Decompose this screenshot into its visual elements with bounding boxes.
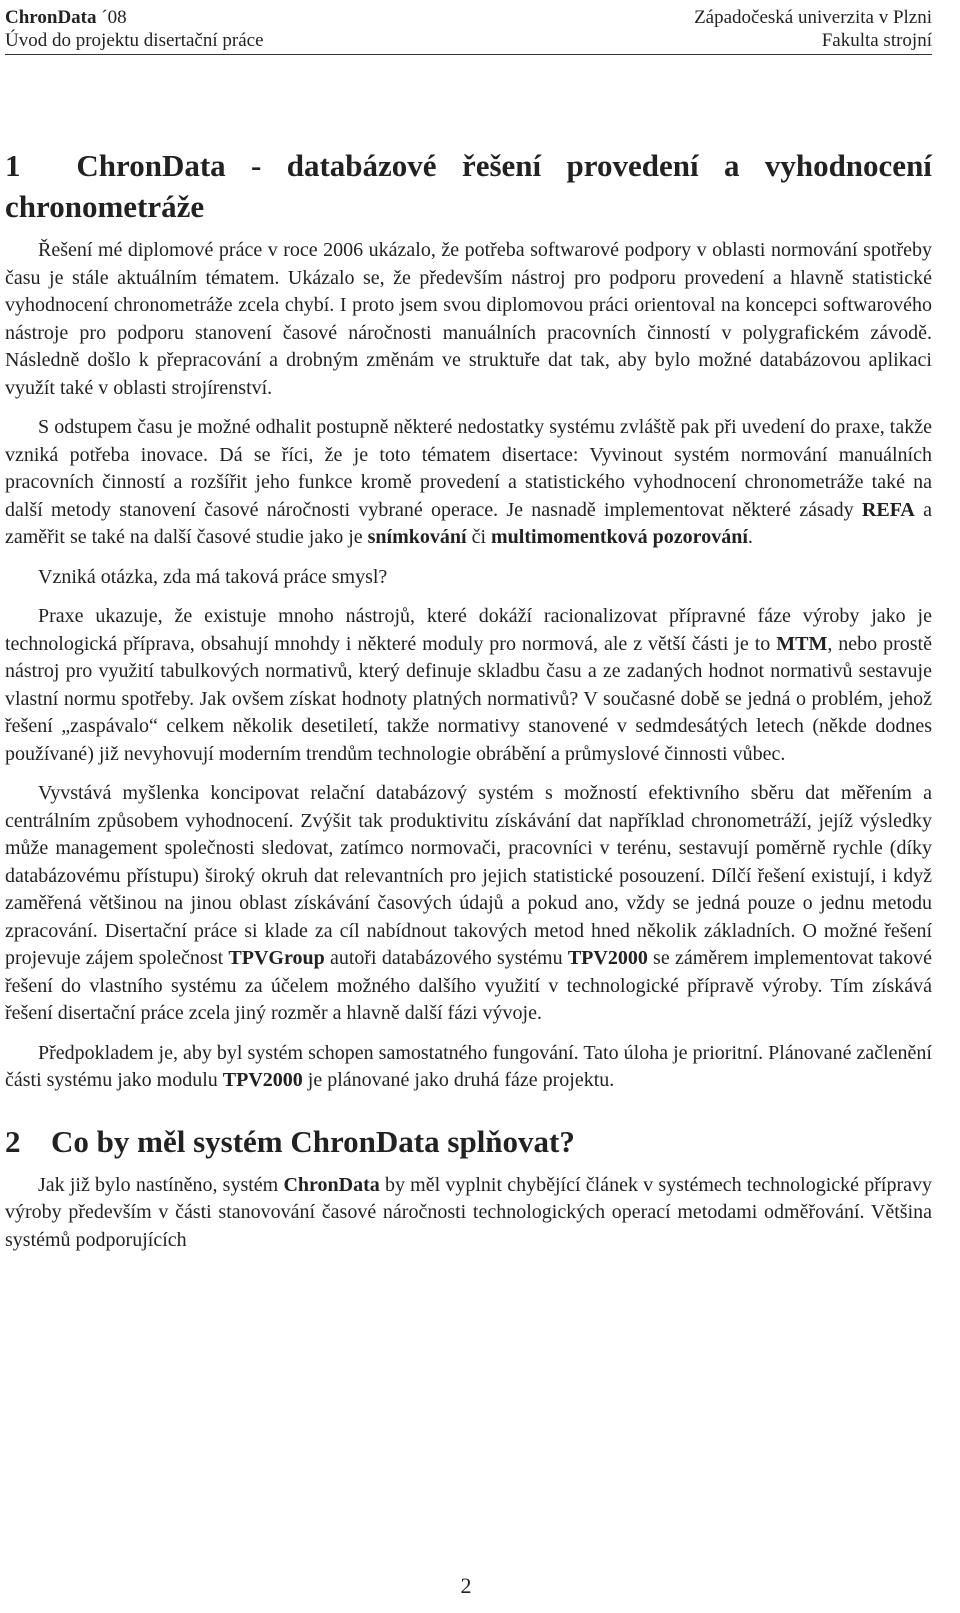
term-mtm: MTM bbox=[776, 632, 828, 655]
header-right bbox=[694, 6, 932, 52]
section-1-heading-line2: chronometráže bbox=[5, 189, 205, 224]
paragraph-3: Vzniká otázka, zda má taková práce smysl? bbox=[38, 565, 388, 588]
header-left bbox=[5, 6, 264, 52]
text: . bbox=[747, 526, 753, 548]
text: se záměrem implementovat takové řešení do vlastního systému za účelem možného dalšího využití v technologické přípravě výroby. Tím získává řešení disertační práce zcela jiný rozměr a hlavně další fázi vývoje. bbox=[5, 947, 932, 1024]
term-tpv2000: TPV2000 bbox=[567, 947, 648, 969]
paragraph-4 bbox=[5, 603, 932, 768]
section-1-heading bbox=[5, 145, 932, 186]
section-1-number: 1 bbox=[5, 148, 21, 183]
header-university: Západočeská univerzita v Plzni bbox=[694, 7, 932, 28]
term-multimomentkova: multimomentková pozorování bbox=[491, 526, 748, 548]
header-divider bbox=[5, 54, 932, 55]
section-2-number: 2 bbox=[5, 1123, 21, 1159]
heading-word: ChronData bbox=[76, 148, 226, 183]
term-tpvgroup: TPVGroup bbox=[228, 947, 325, 969]
section-2-title: Co by měl systém ChronData splňovat? bbox=[51, 1123, 575, 1159]
heading-word: - bbox=[251, 148, 262, 183]
heading-word: a bbox=[723, 148, 740, 183]
text: Praxe ukazuje, že existuje mnoho nástrojů, které dokáží racionalizovat přípravné fáze výroby jako je technologická příprava, obsahují mnohdy i některé moduly pro normová, ale z větší části je to bbox=[5, 605, 932, 655]
text: Vyvstává myšlenka koncipovat relační databázový systém s možností efektivního sběru dat měřením a centrálním způsobem vyhodnocení. Zvýšit tak produktivitu získávání dat například chronometráží, jejíž výsledky může management společnosti sledovat, zatímco normovači, pracovníci v terénu, sestavují poměrně rychle (díky databázovému přístupu) široký okruh dat relevantních pro jejich statistické posouzení. Dílčí řešení existují, i když zaměřená většinou na jinou oblast získávání časových údajů a pokud ano, vždy se jedná pouze o jednu metodu zpracování. Disertační práce si klade za cíl nabídnout takových metod hned několik základních. O možné řešení projevuje zájem společnost bbox=[5, 782, 932, 969]
term-tpv2000: TPV2000 bbox=[222, 1069, 303, 1091]
section-2-heading bbox=[5, 1121, 932, 1162]
heading-word: databázové bbox=[286, 148, 437, 183]
text: Jak již bylo nastíněno, systém bbox=[38, 1173, 284, 1196]
text: Předpokladem je, aby byl systém schopen samostatného fungování. Tato úloha je prioritní. Plánované začlenění části systému jako modulu bbox=[5, 1041, 932, 1091]
text: by měl vyplnit chybějící článek v systémech technologické přípravy výroby především v části stanovování časové náročnosti technologických operací metodami odměřování. Většina systémů podporujících bbox=[5, 1173, 933, 1251]
page-number: 2 bbox=[460, 1573, 472, 1598]
header-faculty: Fakulta strojní bbox=[821, 30, 932, 51]
paragraph-2 bbox=[5, 414, 932, 552]
term-chrondata: ChronData bbox=[283, 1173, 380, 1196]
text: , nebo prostě nástroj pro využití tabulkových normativů, který definuje skladbu času a ze zadaných hodnot normativů sestavuje vlastní normu spotřeby. Jak ovšem získat hodnoty platných normativů? V současné době se jedná o problém, jehož řešení „zaspávalo“ celkem několik desetiletí, takže normativy stanovené v sedmdesátých letech (někde dodnes používané) již nevyhovují moderním trendům technologie obrábění a průmyslové činnosti vůbec. bbox=[5, 632, 932, 765]
paragraph-7 bbox=[5, 1172, 932, 1255]
document-body bbox=[5, 145, 932, 1266]
heading-word: vyhodnocení bbox=[764, 148, 932, 183]
text: či bbox=[466, 526, 492, 548]
paragraph-1: Řešení mé diplomové práce v roce 2006 ukázalo, že potřeba softwarové podpory v oblasti normování spotřeby času je stále aktuálním tématem. Ukázalo se, že především nástroj pro podporu provedení a hlavně statistické vyhodnocení chronometráže zcela chybí. I proto jsem svou diplomovou práci orientoval na koncepci softwarového nástroje pro podporu stanovení časové náročnosti manuálních pracovních činností v polygrafickém závodě. Následně došlo k přepracování a drobným změnám ve struktuře dat tak, aby bylo možné databázovou aplikaci využít také v oblasti strojírenství. bbox=[5, 239, 932, 399]
header-subtitle: Úvod do projektu disertační práce bbox=[5, 30, 264, 51]
text: autoři databázového systému bbox=[324, 947, 568, 969]
header-title: ChronData bbox=[5, 7, 97, 28]
term-snimkovani: snímkování bbox=[367, 526, 467, 548]
heading-word: provedení bbox=[566, 148, 699, 183]
heading-word: řešení bbox=[461, 148, 542, 183]
text: S odstupem času je možné odhalit postupně některé nedostatky systému zvláště pak při uvedení do praxe, takže vzniká potřeba inovace. Dá se říci, že je toto tématem disertace: Vyvinout systém normování manuálních pracovních činností a rozšířit jeho funkce kromě provedení a statistického vyhodnocení chronometráže také na další metody stanovení časové náročnosti vybrané operace. Je nasnadě implementovat některé zásady bbox=[5, 416, 932, 521]
header-year: ´08 bbox=[101, 7, 127, 28]
paragraph-6 bbox=[5, 1040, 932, 1095]
text: je plánované jako druhá fáze projektu. bbox=[302, 1069, 615, 1091]
text: a zaměřit se také na další časové studie jako je bbox=[5, 498, 932, 548]
paragraph-5 bbox=[5, 780, 932, 1028]
term-refa: REFA bbox=[861, 498, 915, 521]
